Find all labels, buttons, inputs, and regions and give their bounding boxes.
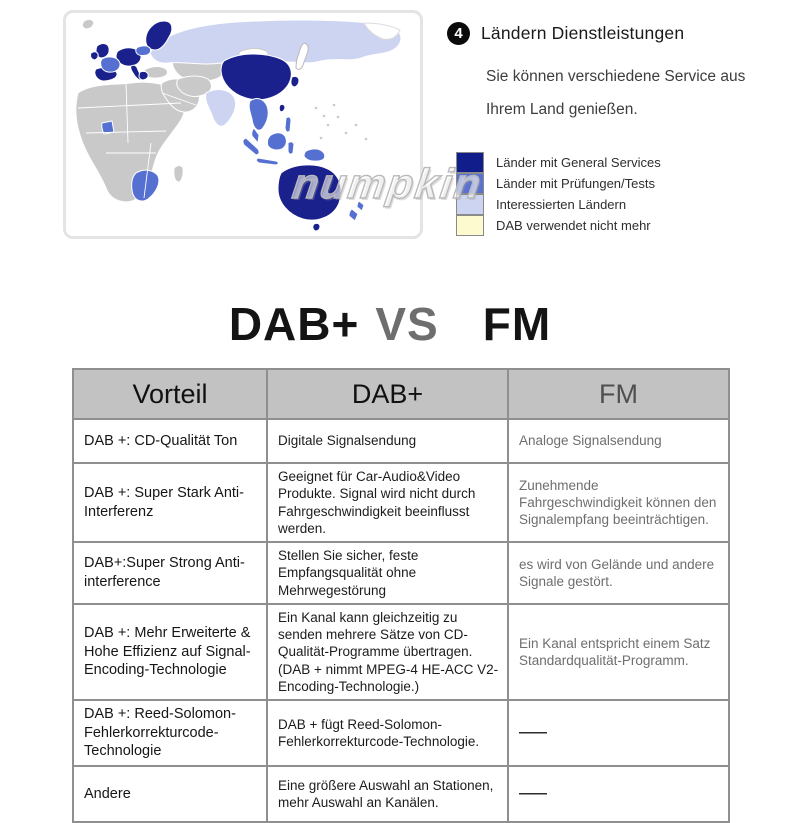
cell-advantage: DAB +: Super Stark Anti-Interferenz xyxy=(73,463,267,542)
title-fm: FM xyxy=(482,298,552,350)
map-region-poland xyxy=(136,46,151,56)
cell-dab: Stellen Sie sicher, feste Empfangsqualität ohne Mehrwegestörung xyxy=(267,542,508,604)
header-vorteil: Vorteil xyxy=(73,369,267,419)
map-region-new-zealand-north xyxy=(357,201,364,211)
cell-dab: Geeignet für Car-Audio&Video Produkte. Signal wird nicht durch Fahrgeschwindigkeit beeinflusst werden. xyxy=(267,463,508,542)
map-region-taiwan xyxy=(279,104,285,112)
legend-item-general xyxy=(456,152,661,173)
section-description xyxy=(486,60,745,126)
description-line: Ihrem Land genießen. xyxy=(486,101,638,118)
comparison-title xyxy=(0,297,780,351)
cell-dab: Digitale Signalsendung xyxy=(267,419,508,463)
table-row xyxy=(73,419,729,463)
cell-advantage: Andere xyxy=(73,766,267,822)
cell-fm: es wird von Gelände und andere Signale gestört. xyxy=(508,542,729,604)
map-region-java xyxy=(256,158,278,165)
table-row xyxy=(73,700,729,766)
cell-fm-dash: —— xyxy=(508,766,729,822)
map-region-china xyxy=(221,54,291,100)
section-heading xyxy=(447,22,684,45)
section-title: Ländern Dienstleistungen xyxy=(481,23,685,43)
table-row xyxy=(73,542,729,604)
legend-swatch-general xyxy=(456,152,484,173)
map-region-new-guinea xyxy=(304,149,325,161)
map-region-iceland xyxy=(82,19,94,29)
cell-dab: DAB + fügt Reed-Solomon-Fehlerkorrekturcode-Technologie. xyxy=(267,700,508,766)
header-fm: FM xyxy=(508,369,729,419)
cell-dab: Eine größere Auswahl an Stationen, mehr Auswahl an Kanälen. xyxy=(267,766,508,822)
table-header-row xyxy=(73,369,729,419)
description-line: Sie können verschiedene Service aus xyxy=(486,68,746,85)
comparison-table xyxy=(72,368,730,823)
cell-advantage: DAB +: CD-Qualität Ton xyxy=(73,419,267,463)
cell-advantage: DAB+:Super Strong Anti-interference xyxy=(73,542,267,604)
table-row xyxy=(73,604,729,700)
legend-swatch-interested xyxy=(456,194,484,215)
table-row xyxy=(73,766,729,822)
legend-label: Länder mit General Services xyxy=(496,155,661,170)
map-region-france xyxy=(101,57,120,72)
map-legend xyxy=(456,152,661,236)
map-region-ireland xyxy=(90,52,98,60)
cell-fm-dash: —— xyxy=(508,700,729,766)
map-region-india xyxy=(205,90,235,127)
step-number-badge: 4 xyxy=(447,22,470,45)
map-region-south-korea xyxy=(291,76,299,87)
legend-label: Länder mit Prüfungen/Tests xyxy=(496,176,655,191)
map-region-tasmania xyxy=(313,223,320,231)
map-region-sulawesi xyxy=(288,142,294,154)
title-vs: VS xyxy=(375,298,439,350)
legend-swatch-testing xyxy=(456,173,484,194)
header-dab: DAB+ xyxy=(267,369,508,419)
map-region-indochina xyxy=(249,99,268,131)
map-region-new-zealand-south xyxy=(349,209,358,221)
cell-fm: Ein Kanal entspricht einem Satz Standardqualität-Programm. xyxy=(508,604,729,700)
legend-item-no-dab xyxy=(456,215,661,236)
cell-advantage: DAB +: Mehr Erweiterte & Hohe Effizienz auf Signal-Encoding-Technologie xyxy=(73,604,267,700)
map-region-madagascar xyxy=(174,166,183,183)
table-row xyxy=(73,463,729,542)
cell-fm: Zunehmende Fahrgeschwindigkeit können den Signalempfang beeinträchtigen. xyxy=(508,463,729,542)
legend-item-testing xyxy=(456,173,661,194)
cell-advantage: DAB +: Reed-Solomon-Fehlerkorrekturcode-Technologie xyxy=(73,700,267,766)
legend-label: Interessierten Ländern xyxy=(496,197,627,212)
legend-label: DAB verwendet nicht mehr xyxy=(496,218,651,233)
title-dab: DAB+ xyxy=(228,298,360,350)
cell-dab: Ein Kanal kann gleichzeitig zu senden mehrere Sätze von CD-Qualität-Programme übertragen. (DAB + nimmt MPEG-4 HE-ACC V2-Encoding-Technologie.) xyxy=(267,604,508,700)
dab-coverage-map xyxy=(63,10,423,239)
legend-item-interested xyxy=(456,194,661,215)
world-map-svg xyxy=(66,13,420,236)
map-region-borneo xyxy=(267,133,286,150)
map-region-philippines xyxy=(285,117,291,132)
cell-fm: Analoge Signalsendung xyxy=(508,419,729,463)
pacific-islands xyxy=(315,104,368,141)
legend-swatch-no-dab xyxy=(456,215,484,236)
map-region-australia xyxy=(278,165,341,220)
brand-watermark: numpkin xyxy=(289,160,486,207)
map-region-greece xyxy=(139,71,148,80)
